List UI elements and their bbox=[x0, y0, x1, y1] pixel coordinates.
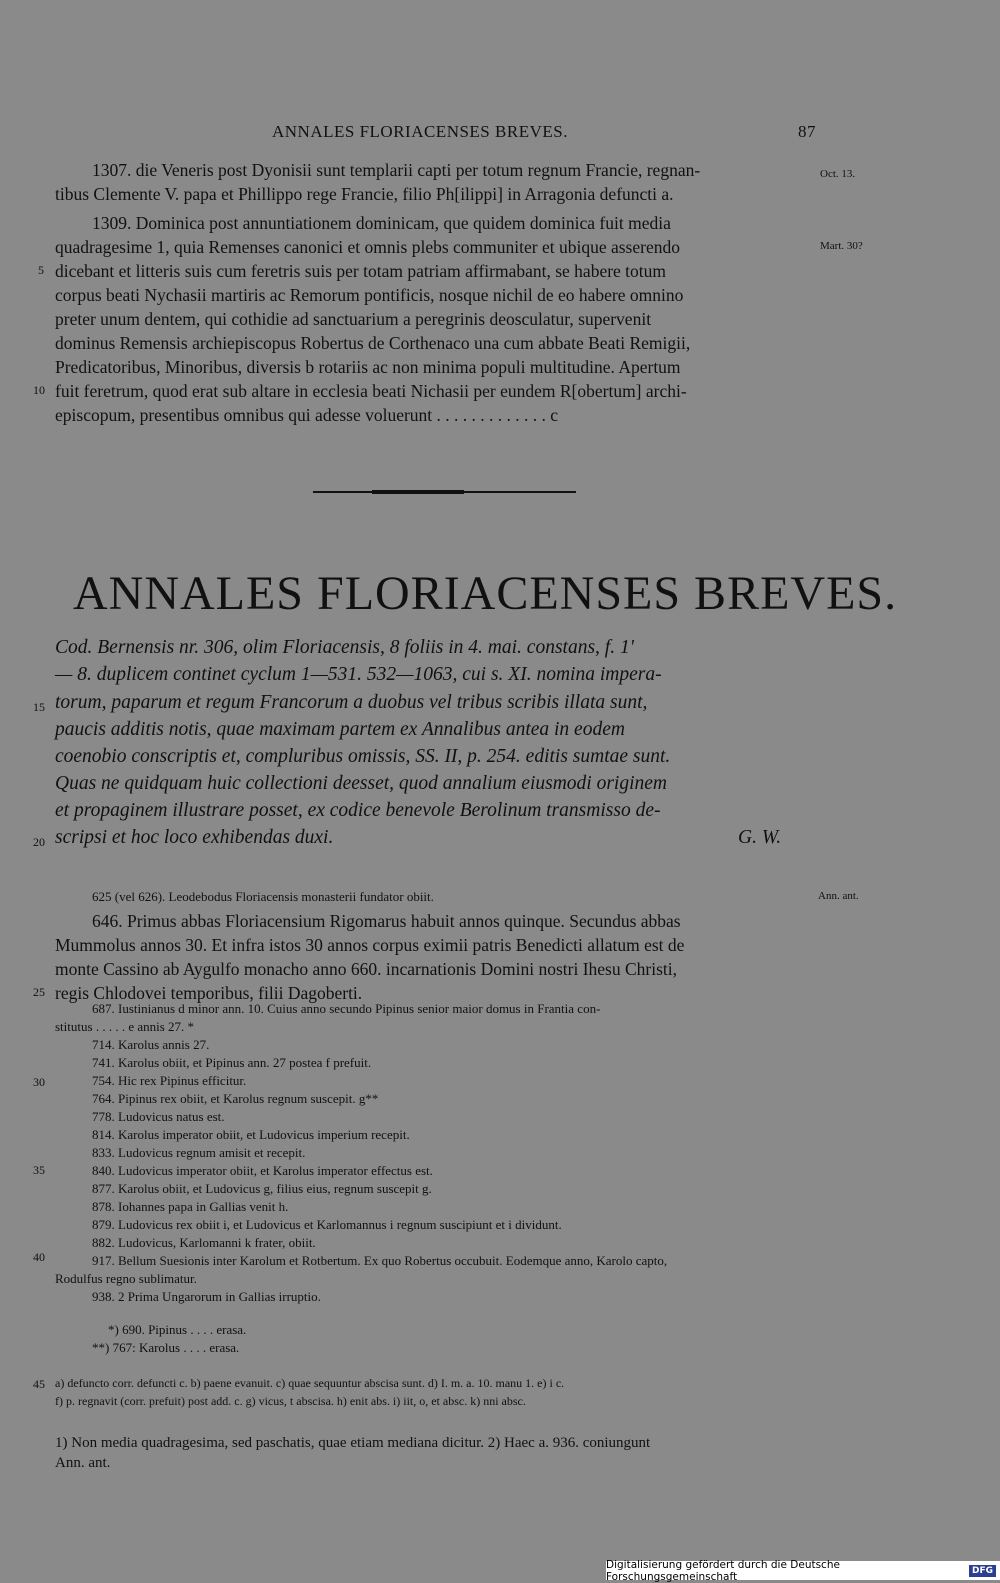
line-number: 5 bbox=[38, 263, 44, 277]
text-line: monte Cassino ab Aygulfo monacho anno 660. incarnationis Domini nostri Ihesu Christi, bbox=[55, 959, 678, 979]
annal-line: 714. Karolus annis 27. bbox=[92, 1037, 210, 1052]
line-number: 15 bbox=[33, 700, 45, 714]
annal-line: 687. Iustinianus d minor ann. 10. Cuius anno secundo Pipinus senior maior domus in Frantia con- bbox=[92, 1001, 601, 1016]
text-line: regis Chlodovei temporibus, filii Dagoberti. bbox=[55, 983, 363, 1003]
main-title: ANNALES FLORIACENSES BREVES. bbox=[73, 567, 898, 620]
critical-note-line: f) p. regnavit (corr. prefuit) post add. c. g) vicus, t abscisa. h) enit abs. i) iit, o, et absc. k) nni absc. bbox=[55, 1394, 526, 1408]
margin-note: Ann. ant. bbox=[818, 890, 859, 902]
annal-line: 877. Karolus obiit, et Ludovicus g, filius eius, regnum suscepit g. bbox=[92, 1181, 432, 1196]
annal-line: 878. Iohannes papa in Gallias venit h. bbox=[92, 1199, 289, 1214]
page-number: 87 bbox=[798, 122, 816, 141]
divider-ornament bbox=[372, 490, 464, 494]
annal-line: 741. Karolus obiit, et Pipinus ann. 27 postea f prefuit. bbox=[92, 1055, 372, 1070]
signature: G. W. bbox=[738, 827, 782, 848]
text-line: preter unum dentem, qui cothidie ad sanctuarium a peregrinis deosculatur, supervenit bbox=[55, 309, 652, 329]
line-number: 30 bbox=[33, 1075, 45, 1089]
summary-line: et propaginem illustrare posset, ex codice benevole Berolinum transmisso de- bbox=[55, 800, 661, 821]
summary-line: torum, paparum et regum Francorum a duobus vel tribus scribis illata sunt, bbox=[55, 692, 648, 713]
annal-line: Rodulfus regno sublimatur. bbox=[55, 1271, 197, 1286]
annal-line: 833. Ludovicus regnum amisit et recepit. bbox=[92, 1145, 306, 1160]
text-line: Predicatoribus, Minoribus, diversis b rotariis ac non minima populi multitudine. Apertum bbox=[55, 357, 681, 377]
text-line: episcopum, presentibus omnibus qui adesse voluerunt . . . . . . . . . . . . . c bbox=[55, 405, 559, 425]
footnote-line: 1) Non media quadragesima, sed paschatis, quae etiam mediana dicitur. 2) Haec a. 936. coniungunt bbox=[55, 1435, 651, 1451]
annal-line: 882. Ludovicus, Karlomanni k frater, obiit. bbox=[92, 1235, 316, 1250]
summary-line: scripsi et hoc loco exhibendas duxi. bbox=[55, 827, 334, 848]
line-number: 35 bbox=[33, 1163, 45, 1177]
annal-line: 938. 2 Prima Ungarorum in Gallias irruptio. bbox=[92, 1289, 321, 1304]
footnote-line: Ann. ant. bbox=[55, 1455, 111, 1471]
line-number: 45 bbox=[33, 1377, 45, 1391]
annal-line: 778. Ludovicus natus est. bbox=[92, 1109, 225, 1124]
annal-line: 840. Ludovicus imperator obiit, et Karolus imperator effectus est. bbox=[92, 1163, 433, 1178]
text-line: dicebant et litteris suis cum feretris suis per totam patriam affirmabant, se habere totum bbox=[55, 261, 667, 281]
entry-625: 625 (vel 626). Leodebodus Floriacensis monasterii fundator obiit. bbox=[92, 889, 434, 904]
annal-line: stitutus . . . . . e annis 27. * bbox=[55, 1019, 195, 1034]
text-line: dominus Remensis archiepiscopus Robertus de Corthenaco una cum abbate Beati Remigii, bbox=[55, 333, 691, 353]
summary-line: Quas ne quidquam huic collectioni deesset, quod annalium eiusmodi originem bbox=[55, 773, 668, 794]
star-note: **) 767: Karolus . . . . erasa. bbox=[92, 1340, 240, 1355]
text-line: corpus beati Nychasii martiris ac Remorum pontificis, nosque nichil de eo habere omnino bbox=[55, 285, 684, 305]
annal-line: 917. Bellum Suesionis inter Karolum et Rotbertum. Ex quo Robertus occubuit. Eodemque anno, Karolo capto, bbox=[92, 1253, 668, 1268]
critical-note-line: a) defuncto corr. defuncti c. b) paene evanuit. c) quae sequuntur abscisa sunt. d) I. m. a. 10. manu 1. e) i c. bbox=[55, 1376, 565, 1390]
text-line: 646. Primus abbas Floriacensium Rigomarus habuit annos quinque. Secundus abbas bbox=[92, 911, 681, 931]
text-line: tibus Clemente V. papa et Phillippo rege Francie, filio Ph[ilippi] in Arragonia defuncti a. bbox=[55, 184, 674, 204]
annal-line: 754. Hic rex Pipinus efficitur. bbox=[92, 1073, 247, 1088]
footer-text: Digitalisierung gefördert durch die Deutsche Forschungsgemeinschaft bbox=[606, 1558, 840, 1583]
dfg-logo: DFG bbox=[969, 1565, 996, 1577]
text-line: fuit feretrum, quod erat sub altare in ecclesia beati Nichasii per eundem R[obertum] archi- bbox=[55, 381, 687, 401]
line-number: 20 bbox=[33, 835, 45, 849]
margin-note: Mart. 30? bbox=[820, 240, 863, 252]
summary-line: Cod. Bernensis nr. 306, olim Floriacensis, 8 foliis in 4. mai. constans, f. 1' bbox=[55, 637, 634, 658]
annal-line: 814. Karolus imperator obiit, et Ludovicus imperium recepit. bbox=[92, 1127, 410, 1142]
header-title: ANNALES FLORIACENSES BREVES. bbox=[272, 122, 568, 141]
text-line: 1307. die Veneris post Dyonisii sunt templarii capti per totum regnum Francie, regnan- bbox=[92, 160, 701, 180]
summary-line: — 8. duplicem continet cyclum 1—531. 532—1063, cui s. XI. nomina impera- bbox=[55, 664, 662, 685]
text-line: Mummolus annos 30. Et infra istos 30 annos corpus eximii patris Benedicti allatum est de bbox=[55, 935, 685, 955]
annal-line: 764. Pipinus rex obiit, et Karolus regnum suscepit. g** bbox=[92, 1091, 379, 1106]
digitization-footer bbox=[606, 1558, 1000, 1583]
margin-note: Oct. 13. bbox=[820, 168, 856, 180]
summary-line: paucis additis notis, quae maximam partem ex Annalibus antea in eodem bbox=[55, 719, 625, 740]
line-number: 40 bbox=[33, 1250, 45, 1264]
text-line: 1309. Dominica post annuntiationem dominicam, que quidem dominica fuit media bbox=[92, 213, 671, 233]
summary-line: coenobio conscriptis et, compluribus omissis, SS. II, p. 254. editis sumtae sunt. bbox=[55, 746, 671, 767]
star-note: *) 690. Pipinus . . . . erasa. bbox=[108, 1322, 247, 1337]
annal-line: 879. Ludovicus rex obiit i, et Ludovicus et Karlomannus i regnum suscipiunt et i dividunt. bbox=[92, 1217, 562, 1232]
line-number: 25 bbox=[33, 985, 45, 999]
text-line: quadragesime 1, quia Remenses canonici et omnis plebs communiter et ubique asserendo bbox=[55, 237, 680, 257]
line-number: 10 bbox=[33, 383, 45, 397]
